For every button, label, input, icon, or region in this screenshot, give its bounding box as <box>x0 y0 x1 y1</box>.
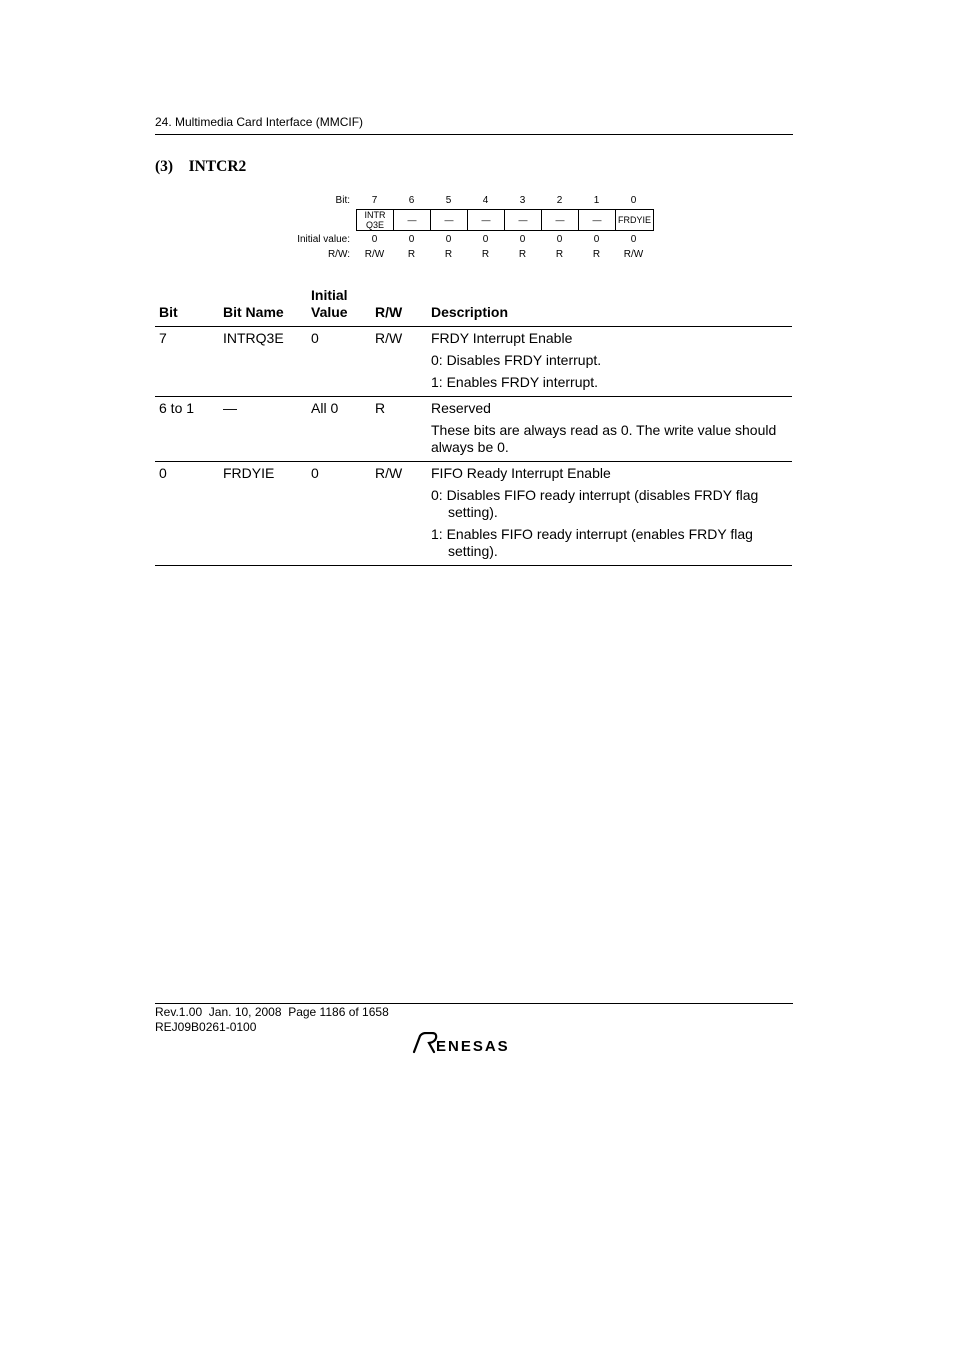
bit-number: 4 <box>482 195 489 206</box>
footer-revision: Rev.1.00 Jan. 10, 2008 Page 1186 of 1658 <box>155 1005 389 1019</box>
bit-number: 1 <box>593 195 600 206</box>
svg-text:ENESAS: ENESAS <box>436 1038 510 1054</box>
description-line: FRDY Interrupt Enable <box>431 330 573 346</box>
cell-bit-name: — <box>219 397 307 462</box>
cell-bit-name: INTRQ3E <box>219 327 307 397</box>
description-line: These bits are always read as 0. The write value should always be 0. <box>431 422 777 455</box>
cell-bit: 7 <box>155 327 219 397</box>
cell-initial: 0 <box>307 327 371 397</box>
bit-field-reserved: — <box>393 209 431 231</box>
bit-field-reserved: — <box>467 209 505 231</box>
section-heading: (3) INTCR2 <box>155 158 247 175</box>
cell-rw: R <box>371 397 427 462</box>
bit-number: 7 <box>371 195 378 206</box>
header-line: Value <box>311 304 348 320</box>
page-footer <box>155 1005 389 1035</box>
bit-name-line: Q3E <box>365 220 384 230</box>
cell-description <box>427 462 792 566</box>
header-rule <box>155 134 793 135</box>
bit-initial-value: 0 <box>408 234 415 245</box>
renesas-logo <box>412 1032 534 1059</box>
footer-rule <box>155 1003 793 1004</box>
bit-number: 6 <box>408 195 415 206</box>
bit-initial-value: 0 <box>371 234 378 245</box>
bit-number: 2 <box>556 195 563 206</box>
rw-row-label: R/W: <box>327 249 350 260</box>
bit-rw: R/W <box>364 249 385 260</box>
bit-initial-value: 0 <box>593 234 600 245</box>
table-row <box>155 327 792 397</box>
bit-row-label: Bit: <box>335 195 350 206</box>
renesas-logo-mark <box>412 1032 534 1054</box>
bit-description-table <box>155 283 792 566</box>
bit-field-reserved: — <box>504 209 542 231</box>
table-row <box>155 462 792 566</box>
cell-bit: 6 to 1 <box>155 397 219 462</box>
cell-description <box>427 327 792 397</box>
bit-rw: R/W <box>623 249 644 260</box>
cell-rw: R/W <box>371 462 427 566</box>
bit-rw: R <box>592 249 601 260</box>
col-header-rw: R/W <box>371 283 427 327</box>
bit-rw: R <box>481 249 490 260</box>
bit-rw: R <box>518 249 527 260</box>
bit-initial-value: 0 <box>630 234 637 245</box>
cell-rw: R/W <box>371 327 427 397</box>
bit-number: 3 <box>519 195 526 206</box>
bit-initial-value: 0 <box>519 234 526 245</box>
bit-initial-value: 0 <box>482 234 489 245</box>
col-header-initial-value <box>307 283 371 327</box>
bit-field-reserved: — <box>541 209 579 231</box>
table-header-row <box>155 283 792 327</box>
footer-doc-number: REJ09B0261-0100 <box>155 1020 257 1034</box>
header-line: Initial <box>311 287 348 303</box>
description-line: 1: Enables FRDY interrupt. <box>431 374 599 390</box>
cell-initial: All 0 <box>307 397 371 462</box>
cell-bit: 0 <box>155 462 219 566</box>
bit-field-reserved: — <box>578 209 616 231</box>
bit-field-reserved: — <box>430 209 468 231</box>
description-line: FIFO Ready Interrupt Enable <box>431 465 611 481</box>
col-header-bit-name: Bit Name <box>219 283 307 327</box>
col-header-bit: Bit <box>155 283 219 327</box>
running-header: 24. Multimedia Card Interface (MMCIF) <box>155 115 364 129</box>
bit-field-frdyie: FRDYIE <box>615 209 654 231</box>
bit-rw: R <box>444 249 453 260</box>
cell-bit-name: FRDYIE <box>219 462 307 566</box>
description-line: 0: Disables FIFO ready interrupt (disables FRDY flag setting). <box>431 487 759 520</box>
description-line: 0: Disables FRDY interrupt. <box>431 352 602 368</box>
bit-name-line: INTR <box>364 210 386 220</box>
description-line: 1: Enables FIFO ready interrupt (enables FRDY flag setting). <box>431 526 753 559</box>
bit-initial-value: 0 <box>556 234 563 245</box>
col-header-description: Description <box>427 283 792 327</box>
bit-initial-value: 0 <box>445 234 452 245</box>
bit-rw: R <box>555 249 564 260</box>
bit-number: 5 <box>445 195 452 206</box>
initial-value-row-label: Initial value: <box>297 234 350 245</box>
table-row <box>155 397 792 462</box>
bit-number: 0 <box>630 195 637 206</box>
description-line: Reserved <box>431 400 491 416</box>
cell-initial: 0 <box>307 462 371 566</box>
bit-rw: R <box>407 249 416 260</box>
cell-description <box>427 397 792 462</box>
bit-field-intrq3e <box>356 209 394 231</box>
